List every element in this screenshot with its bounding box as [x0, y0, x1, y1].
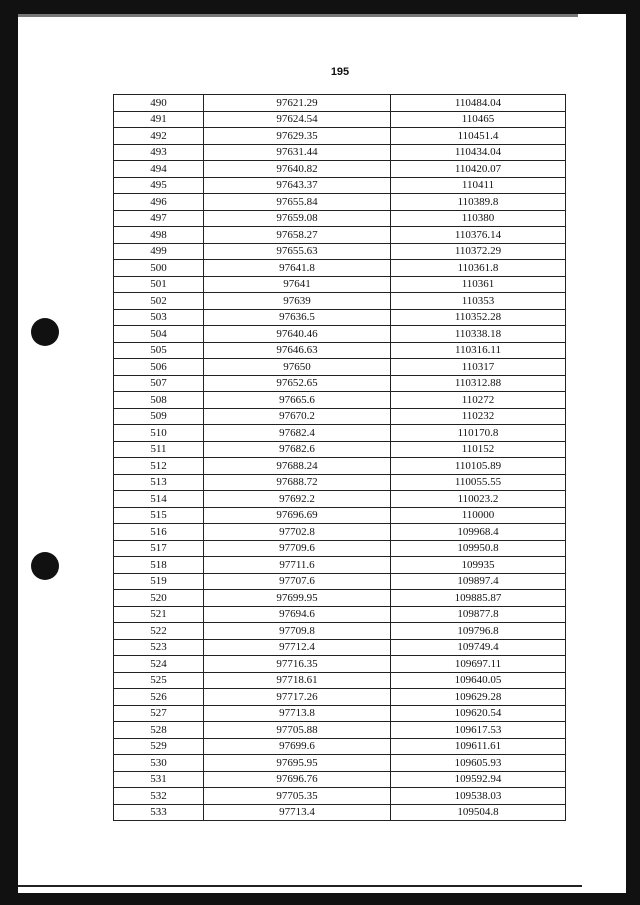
x-coordinate-cell: 97705.88: [204, 722, 391, 739]
x-coordinate-cell: 97621.29: [204, 95, 391, 112]
y-coordinate-cell: 110372.29: [391, 243, 566, 260]
x-coordinate-cell: 97629.35: [204, 128, 391, 145]
point-number-cell: 510: [114, 425, 204, 442]
table-row: [114, 623, 566, 640]
table-row: [114, 441, 566, 458]
table-row: [114, 705, 566, 722]
point-number-cell: 520: [114, 590, 204, 607]
x-coordinate-cell: 97695.95: [204, 755, 391, 772]
table-row: [114, 804, 566, 821]
y-coordinate-cell: 109885.87: [391, 590, 566, 607]
y-coordinate-cell: 110361.8: [391, 260, 566, 277]
x-coordinate-cell: 97709.6: [204, 540, 391, 557]
y-coordinate-cell: 110105.89: [391, 458, 566, 475]
coordinates-table: [113, 94, 566, 821]
coordinates-table-body: [114, 95, 566, 821]
table-row: [114, 738, 566, 755]
x-coordinate-cell: 97694.6: [204, 606, 391, 623]
x-coordinate-cell: 97688.72: [204, 474, 391, 491]
x-coordinate-cell: 97643.37: [204, 177, 391, 194]
y-coordinate-cell: 110055.55: [391, 474, 566, 491]
y-coordinate-cell: 109611.61: [391, 738, 566, 755]
point-number-cell: 525: [114, 672, 204, 689]
x-coordinate-cell: 97655.84: [204, 194, 391, 211]
x-coordinate-cell: 97699.6: [204, 738, 391, 755]
point-number-cell: 509: [114, 408, 204, 425]
table-row: [114, 755, 566, 772]
table-row: [114, 656, 566, 673]
point-number-cell: 532: [114, 788, 204, 805]
y-coordinate-cell: 110451.4: [391, 128, 566, 145]
y-coordinate-cell: 109617.53: [391, 722, 566, 739]
table-row: [114, 771, 566, 788]
table-row: [114, 227, 566, 244]
page-number: 195: [330, 66, 350, 78]
point-number-cell: 502: [114, 293, 204, 310]
point-number-cell: 518: [114, 557, 204, 574]
scan-edge-bottom: [18, 893, 640, 905]
point-number-cell: 501: [114, 276, 204, 293]
scan-edge-top-shadow: [18, 14, 578, 17]
x-coordinate-cell: 97709.8: [204, 623, 391, 640]
x-coordinate-cell: 97641.8: [204, 260, 391, 277]
y-coordinate-cell: 109605.93: [391, 755, 566, 772]
table-row: [114, 177, 566, 194]
table-row: [114, 573, 566, 590]
table-row: [114, 326, 566, 343]
x-coordinate-cell: 97682.4: [204, 425, 391, 442]
x-coordinate-cell: 97705.35: [204, 788, 391, 805]
table-row: [114, 540, 566, 557]
y-coordinate-cell: 110170.8: [391, 425, 566, 442]
x-coordinate-cell: 97640.46: [204, 326, 391, 343]
point-number-cell: 517: [114, 540, 204, 557]
table-row: [114, 474, 566, 491]
point-number-cell: 492: [114, 128, 204, 145]
table-row: [114, 375, 566, 392]
table-row: [114, 590, 566, 607]
x-coordinate-cell: 97652.65: [204, 375, 391, 392]
y-coordinate-cell: 110411: [391, 177, 566, 194]
y-coordinate-cell: 110312.88: [391, 375, 566, 392]
y-coordinate-cell: 110465: [391, 111, 566, 128]
y-coordinate-cell: 110434.04: [391, 144, 566, 161]
table-row: [114, 210, 566, 227]
point-number-cell: 515: [114, 507, 204, 524]
y-coordinate-cell: 109629.28: [391, 689, 566, 706]
x-coordinate-cell: 97650: [204, 359, 391, 376]
x-coordinate-cell: 97711.6: [204, 557, 391, 574]
point-number-cell: 490: [114, 95, 204, 112]
point-number-cell: 497: [114, 210, 204, 227]
point-number-cell: 533: [114, 804, 204, 821]
point-number-cell: 494: [114, 161, 204, 178]
x-coordinate-cell: 97640.82: [204, 161, 391, 178]
y-coordinate-cell: 109968.4: [391, 524, 566, 541]
x-coordinate-cell: 97717.26: [204, 689, 391, 706]
table-row: [114, 111, 566, 128]
x-coordinate-cell: 97696.69: [204, 507, 391, 524]
point-number-cell: 505: [114, 342, 204, 359]
y-coordinate-cell: 109935: [391, 557, 566, 574]
table-row: [114, 128, 566, 145]
point-number-cell: 527: [114, 705, 204, 722]
table-row: [114, 161, 566, 178]
table-row: [114, 293, 566, 310]
x-coordinate-cell: 97702.8: [204, 524, 391, 541]
y-coordinate-cell: 110389.8: [391, 194, 566, 211]
y-coordinate-cell: 110420.07: [391, 161, 566, 178]
table-row: [114, 788, 566, 805]
y-coordinate-cell: 110484.04: [391, 95, 566, 112]
table-row: [114, 458, 566, 475]
y-coordinate-cell: 109697.11: [391, 656, 566, 673]
scan-edge-left: [0, 0, 18, 905]
y-coordinate-cell: 109640.05: [391, 672, 566, 689]
point-number-cell: 496: [114, 194, 204, 211]
table-row: [114, 243, 566, 260]
table-row: [114, 359, 566, 376]
y-coordinate-cell: 109504.8: [391, 804, 566, 821]
y-coordinate-cell: 110353: [391, 293, 566, 310]
table-row: [114, 425, 566, 442]
table-row: [114, 392, 566, 409]
table-row: [114, 689, 566, 706]
point-number-cell: 491: [114, 111, 204, 128]
y-coordinate-cell: 109749.4: [391, 639, 566, 656]
x-coordinate-cell: 97699.95: [204, 590, 391, 607]
table-row: [114, 144, 566, 161]
scan-edge-top: [18, 0, 640, 14]
table-row: [114, 672, 566, 689]
x-coordinate-cell: 97696.76: [204, 771, 391, 788]
x-coordinate-cell: 97692.2: [204, 491, 391, 508]
point-number-cell: 499: [114, 243, 204, 260]
punch-hole-upper: [31, 318, 59, 346]
y-coordinate-cell: 109796.8: [391, 623, 566, 640]
y-coordinate-cell: 110152: [391, 441, 566, 458]
y-coordinate-cell: 109950.8: [391, 540, 566, 557]
table-row: [114, 194, 566, 211]
point-number-cell: 506: [114, 359, 204, 376]
x-coordinate-cell: 97713.8: [204, 705, 391, 722]
point-number-cell: 529: [114, 738, 204, 755]
point-number-cell: 493: [114, 144, 204, 161]
point-number-cell: 512: [114, 458, 204, 475]
y-coordinate-cell: 110317: [391, 359, 566, 376]
y-coordinate-cell: 110361: [391, 276, 566, 293]
y-coordinate-cell: 110376.14: [391, 227, 566, 244]
y-coordinate-cell: 110380: [391, 210, 566, 227]
table-row: [114, 95, 566, 112]
table-row: [114, 408, 566, 425]
y-coordinate-cell: 110272: [391, 392, 566, 409]
point-number-cell: 522: [114, 623, 204, 640]
x-coordinate-cell: 97641: [204, 276, 391, 293]
y-coordinate-cell: 109620.54: [391, 705, 566, 722]
y-coordinate-cell: 109592.94: [391, 771, 566, 788]
point-number-cell: 513: [114, 474, 204, 491]
x-coordinate-cell: 97712.4: [204, 639, 391, 656]
table-row: [114, 606, 566, 623]
x-coordinate-cell: 97624.54: [204, 111, 391, 128]
x-coordinate-cell: 97688.24: [204, 458, 391, 475]
table-row: [114, 722, 566, 739]
y-coordinate-cell: 109897.4: [391, 573, 566, 590]
x-coordinate-cell: 97670.2: [204, 408, 391, 425]
table-row: [114, 276, 566, 293]
x-coordinate-cell: 97655.63: [204, 243, 391, 260]
x-coordinate-cell: 97658.27: [204, 227, 391, 244]
point-number-cell: 523: [114, 639, 204, 656]
point-number-cell: 495: [114, 177, 204, 194]
bottom-rule: [18, 885, 582, 887]
x-coordinate-cell: 97665.6: [204, 392, 391, 409]
y-coordinate-cell: 110000: [391, 507, 566, 524]
point-number-cell: 514: [114, 491, 204, 508]
x-coordinate-cell: 97639: [204, 293, 391, 310]
scan-edge-right: [626, 0, 640, 905]
point-number-cell: 528: [114, 722, 204, 739]
point-number-cell: 500: [114, 260, 204, 277]
point-number-cell: 530: [114, 755, 204, 772]
y-coordinate-cell: 110316.11: [391, 342, 566, 359]
x-coordinate-cell: 97631.44: [204, 144, 391, 161]
table-row: [114, 524, 566, 541]
x-coordinate-cell: 97646.63: [204, 342, 391, 359]
point-number-cell: 507: [114, 375, 204, 392]
point-number-cell: 503: [114, 309, 204, 326]
y-coordinate-cell: 110338.18: [391, 326, 566, 343]
point-number-cell: 498: [114, 227, 204, 244]
x-coordinate-cell: 97716.35: [204, 656, 391, 673]
point-number-cell: 504: [114, 326, 204, 343]
x-coordinate-cell: 97636.5: [204, 309, 391, 326]
table-row: [114, 309, 566, 326]
y-coordinate-cell: 110023.2: [391, 491, 566, 508]
table-row: [114, 557, 566, 574]
table-row: [114, 507, 566, 524]
y-coordinate-cell: 110352.28: [391, 309, 566, 326]
x-coordinate-cell: 97659.08: [204, 210, 391, 227]
point-number-cell: 511: [114, 441, 204, 458]
point-number-cell: 524: [114, 656, 204, 673]
point-number-cell: 516: [114, 524, 204, 541]
y-coordinate-cell: 109877.8: [391, 606, 566, 623]
point-number-cell: 508: [114, 392, 204, 409]
point-number-cell: 521: [114, 606, 204, 623]
point-number-cell: 519: [114, 573, 204, 590]
x-coordinate-cell: 97682.6: [204, 441, 391, 458]
x-coordinate-cell: 97718.61: [204, 672, 391, 689]
y-coordinate-cell: 109538.03: [391, 788, 566, 805]
x-coordinate-cell: 97707.6: [204, 573, 391, 590]
punch-hole-lower: [31, 552, 59, 580]
table-row: [114, 342, 566, 359]
point-number-cell: 526: [114, 689, 204, 706]
y-coordinate-cell: 110232: [391, 408, 566, 425]
table-row: [114, 260, 566, 277]
x-coordinate-cell: 97713.4: [204, 804, 391, 821]
table-row: [114, 491, 566, 508]
table-row: [114, 639, 566, 656]
point-number-cell: 531: [114, 771, 204, 788]
